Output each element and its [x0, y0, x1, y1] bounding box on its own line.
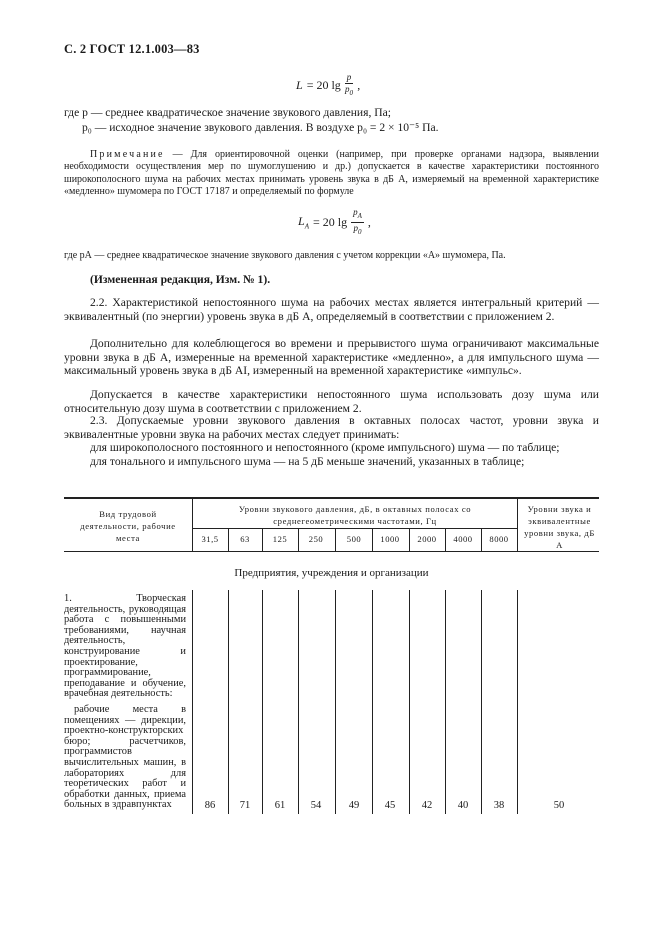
- formula2-numerator: $p_A$: [351, 207, 364, 223]
- formula2-eq: = 20 lg: [312, 214, 348, 229]
- value-4000: 40: [457, 800, 469, 811]
- freq-8000: 8000: [489, 534, 509, 544]
- definition-p0: p₀ — исходное значение звукового давления. В воздухе p₀ = 2 × 10⁻⁵ Па.: [82, 121, 439, 134]
- paragraph-2-2: 2.2. Характеристикой непостоянного шума на рабочих местах является интегральный критерий — эквивалентный (по энергии) уровень звука в дБ А, определяемый в соответствии с приложением 2.: [64, 296, 599, 323]
- formula-denominator: $p_0$: [345, 84, 354, 97]
- table-top-border: [64, 497, 599, 499]
- header-sound-level: Уровни звука и эквивалентные уровни звука, дБ А: [524, 504, 595, 550]
- freq-125: 125: [272, 534, 288, 544]
- col-divider-sound: [517, 498, 518, 552]
- paragraph-tonal: для тонального и импульсного шума — на 5 дБ меньше значений, указанных в таблице;: [90, 455, 525, 468]
- formula-tail: ,: [357, 77, 361, 92]
- table-section-title: Предприятия, учреждения и организации: [234, 567, 429, 579]
- body-divider-6: [409, 590, 410, 814]
- value-8000: 38: [493, 800, 505, 811]
- body-divider-7: [445, 590, 446, 814]
- formula2-tail: ,: [367, 214, 371, 229]
- header-activity: Вид трудовой деятельности, рабочие места: [80, 509, 176, 543]
- freq-500: 500: [346, 534, 362, 544]
- value-1000: 45: [384, 800, 396, 811]
- body-divider-1: [228, 590, 229, 814]
- paragraph-broadband: для широкополосного постоянного и непостоянного (кроме импульсного) шума — по таблице;: [90, 441, 560, 454]
- definition-p: где p — среднее квадратическое значение звукового давления, Па;: [64, 106, 392, 119]
- header-octave-levels: Уровни звукового давления, дБ, в октавных полосах со среднегеометрическими частотами, Гц: [238, 504, 472, 526]
- freq-4000: 4000: [453, 534, 473, 544]
- definition-pa: где pА — среднее квадратическое значение звукового давления с учетом коррекции «А» шумомера, Па.: [64, 250, 506, 261]
- body-divider-9: [517, 590, 518, 814]
- formula-lhs: L: [296, 77, 303, 92]
- body-divider-5: [372, 590, 373, 814]
- edition-note: (Измененная редакция, Изм. № 1).: [90, 273, 271, 286]
- freq-31-5: 31,5: [201, 534, 219, 544]
- freq-1000: 1000: [380, 534, 400, 544]
- page-header: С. 2 ГОСТ 12.1.003—83: [64, 42, 200, 56]
- body-divider-4: [335, 590, 336, 814]
- value-2000: 42: [421, 800, 433, 811]
- body-divider-0: [192, 590, 193, 814]
- col-divider-f4: [335, 528, 336, 552]
- value-250: 54: [310, 800, 322, 811]
- formula-numerator: p: [346, 72, 352, 82]
- body-divider-3: [298, 590, 299, 814]
- value-63: 71: [239, 800, 251, 811]
- category-1-title: 1. Творческая деятельность, руководящая работа с повышенными требованиями, научная деятельность, конструирование и проектирование, программирование, преподавание и обучение, врачебная деятельность:: [64, 593, 186, 700]
- value-125: 61: [274, 800, 286, 811]
- table-subheader-rule: [192, 528, 517, 529]
- body-divider-8: [481, 590, 482, 814]
- paragraph-2-3: 2.3. Допускаемые уровни звукового давления в октавных полосах частот, уровни звука и эквивалентные уровни звука на рабочих местах следует принимать:: [64, 414, 599, 441]
- formula-sound-pressure-level: [296, 72, 360, 99]
- formula2-lhs: $L_A$: [298, 214, 309, 231]
- formula-eq: = 20 lg: [306, 77, 341, 92]
- formula2-fraction: [351, 207, 364, 238]
- formula-sound-level-a: [298, 207, 371, 238]
- value-31-5: 86: [204, 800, 216, 811]
- value-sound-level: 50: [553, 800, 565, 811]
- note-label: Примечание: [90, 149, 165, 160]
- formula-fraction: [345, 72, 354, 99]
- category-1-workplaces: рабочие места в помещениях — дирекции, проектно-конструкторских бюро; расчетчиков, программистов вычислительных машин, в лабораториях для теоретических работ и обработки данных, приема больных в здравпунктах: [64, 704, 186, 811]
- value-500: 49: [348, 800, 360, 811]
- body-divider-2: [262, 590, 263, 814]
- formula2-denominator: $p_0$: [353, 222, 362, 236]
- freq-63: 63: [240, 534, 250, 544]
- note-paragraph: [64, 149, 599, 199]
- note-text: — Для ориентировочной оценки (например, при проверке органами надзора, выявлении необходимости осуществления мер по шумоглушению и др.) допускается в качестве характеристики постоянного широкополосного шума на рабочих местах принимать уровень звука в дБ А, измеряемый на временной характеристике «медленно» шумомера по ГОСТ 17187 и определяемый по формуле: [64, 149, 600, 198]
- paragraph-noise-dose: Допускается в качестве характеристики непостоянного шума использовать дозу шума или относительную дозу шума в соответствии с приложением 2.: [64, 388, 599, 415]
- freq-250: 250: [308, 534, 324, 544]
- paragraph-max-levels: Дополнительно для колеблющегося во времени и прерывистого шума ограничивают максимальные уровни звука в дБ А, измеренные на временной характеристике «медленно», а для импульсного шума — максимальный уровень звука в дБ AI, измеренный на временной характеристике «импульс».: [64, 337, 599, 378]
- freq-2000: 2000: [417, 534, 437, 544]
- table-header-border: [64, 551, 599, 552]
